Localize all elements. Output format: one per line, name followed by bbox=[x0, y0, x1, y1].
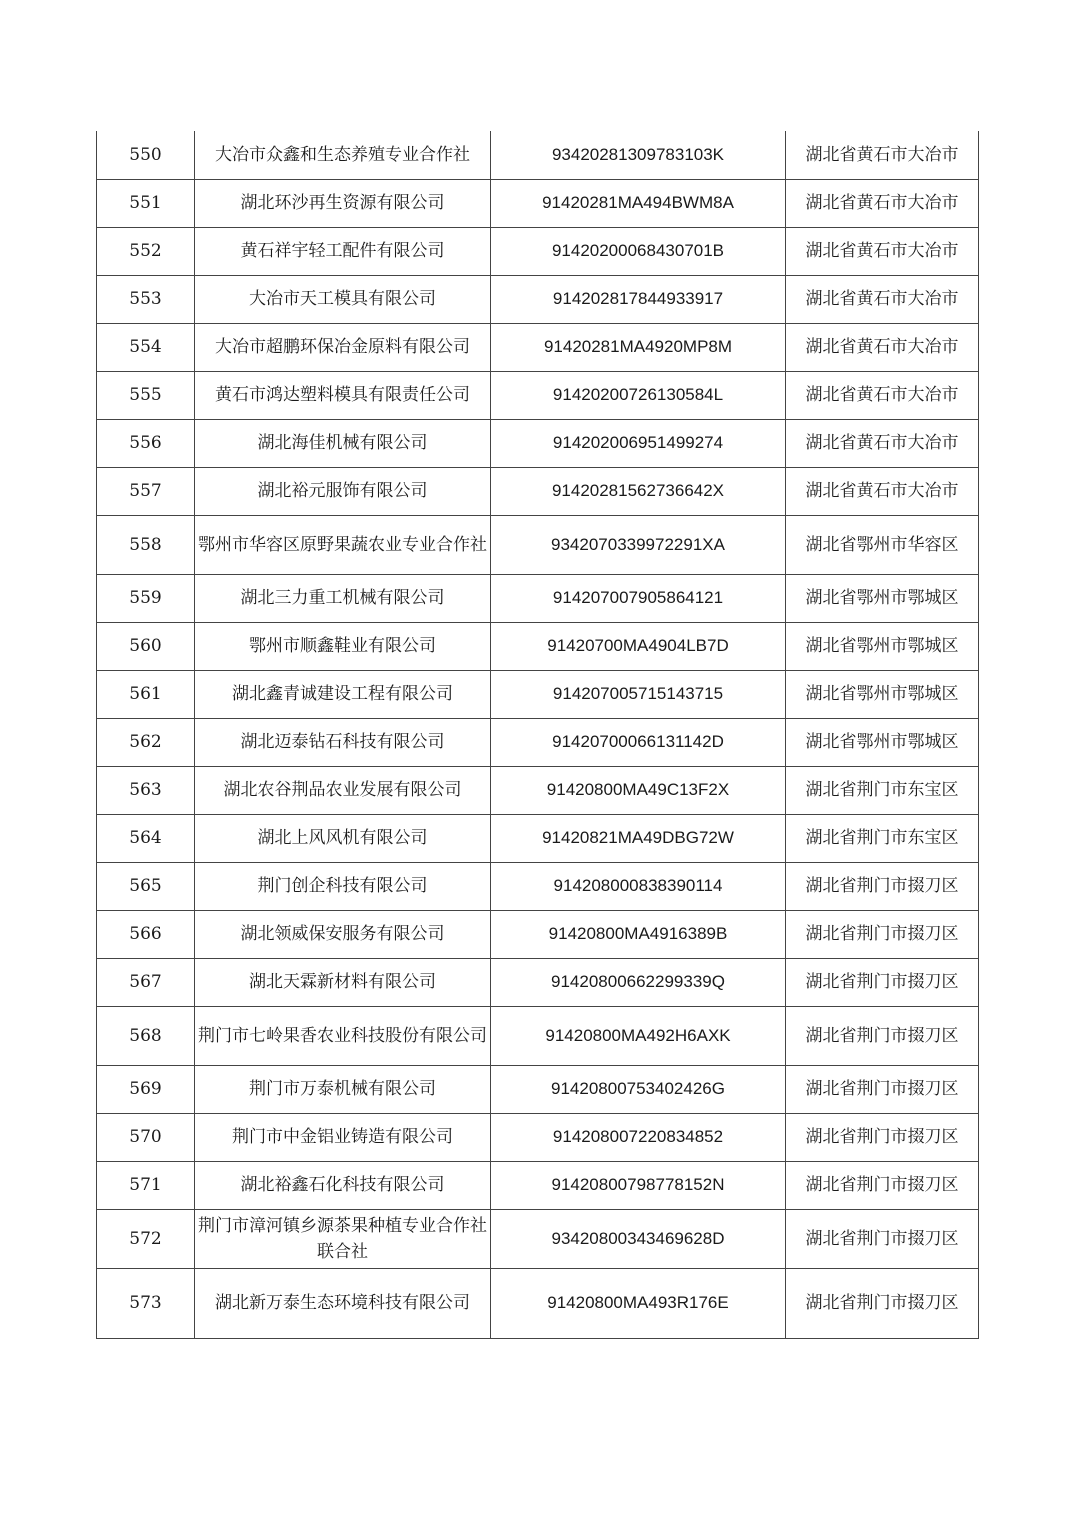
region-cell: 湖北省鄂州市鄂城区 bbox=[786, 718, 979, 766]
credit-code-cell: 91420281562736642X bbox=[491, 467, 786, 515]
row-number-cell: 561 bbox=[97, 670, 195, 718]
region-cell: 湖北省荆门市掇刀区 bbox=[786, 1161, 979, 1209]
row-number-cell: 568 bbox=[97, 1006, 195, 1065]
credit-code-cell: 914208007220834852 bbox=[491, 1113, 786, 1161]
region-cell: 湖北省荆门市掇刀区 bbox=[786, 1065, 979, 1113]
company-name-cell: 湖北海佳机械有限公司 bbox=[195, 419, 491, 467]
table-row bbox=[97, 1113, 979, 1161]
region-cell: 湖北省黄石市大冶市 bbox=[786, 371, 979, 419]
row-number-cell: 550 bbox=[97, 131, 195, 179]
credit-code-cell: 91420800MA49C13F2X bbox=[491, 766, 786, 814]
company-name-cell: 荆门市七岭果香农业科技股份有限公司 bbox=[195, 1006, 491, 1065]
table-row bbox=[97, 227, 979, 275]
row-number-cell: 563 bbox=[97, 766, 195, 814]
credit-code-cell: 91420800MA492H6AXK bbox=[491, 1006, 786, 1065]
credit-code-cell: 93420800343469628D bbox=[491, 1209, 786, 1268]
table-row bbox=[97, 958, 979, 1006]
credit-code-cell: 9342070339972291XA bbox=[491, 515, 786, 574]
company-registry-table bbox=[96, 131, 979, 1339]
row-number-cell: 562 bbox=[97, 718, 195, 766]
company-name-cell: 大冶市天工模具有限公司 bbox=[195, 275, 491, 323]
row-number-cell: 559 bbox=[97, 574, 195, 622]
company-name-cell: 荆门创企科技有限公司 bbox=[195, 862, 491, 910]
region-cell: 湖北省荆门市掇刀区 bbox=[786, 1113, 979, 1161]
table-row bbox=[97, 1006, 979, 1065]
credit-code-cell: 91420281MA4920MP8M bbox=[491, 323, 786, 371]
table-row bbox=[97, 574, 979, 622]
credit-code-cell: 91420800753402426G bbox=[491, 1065, 786, 1113]
region-cell: 湖北省黄石市大冶市 bbox=[786, 131, 979, 179]
credit-code-cell: 914202006951499274 bbox=[491, 419, 786, 467]
row-number-cell: 554 bbox=[97, 323, 195, 371]
region-cell: 湖北省荆门市东宝区 bbox=[786, 814, 979, 862]
company-name-cell: 荆门市漳河镇乡源茶果种植专业合作社联合社 bbox=[195, 1209, 491, 1268]
table-row bbox=[97, 1065, 979, 1113]
company-name-cell: 湖北鑫青诚建设工程有限公司 bbox=[195, 670, 491, 718]
row-number-cell: 564 bbox=[97, 814, 195, 862]
row-number-cell: 557 bbox=[97, 467, 195, 515]
company-name-cell: 湖北上风风机有限公司 bbox=[195, 814, 491, 862]
table-row bbox=[97, 323, 979, 371]
region-cell: 湖北省荆门市掇刀区 bbox=[786, 1006, 979, 1065]
region-cell: 湖北省黄石市大冶市 bbox=[786, 419, 979, 467]
region-cell: 湖北省荆门市东宝区 bbox=[786, 766, 979, 814]
credit-code-cell: 91420200726130584L bbox=[491, 371, 786, 419]
row-number-cell: 555 bbox=[97, 371, 195, 419]
region-cell: 湖北省鄂州市华容区 bbox=[786, 515, 979, 574]
row-number-cell: 556 bbox=[97, 419, 195, 467]
company-name-cell: 湖北领威保安服务有限公司 bbox=[195, 910, 491, 958]
credit-code-cell: 91420281MA494BWM8A bbox=[491, 179, 786, 227]
table-row bbox=[97, 1268, 979, 1338]
region-cell: 湖北省黄石市大冶市 bbox=[786, 323, 979, 371]
table-row bbox=[97, 622, 979, 670]
row-number-cell: 560 bbox=[97, 622, 195, 670]
region-cell: 湖北省黄石市大冶市 bbox=[786, 227, 979, 275]
credit-code-cell: 91420800662299339Q bbox=[491, 958, 786, 1006]
row-number-cell: 572 bbox=[97, 1209, 195, 1268]
region-cell: 湖北省鄂州市鄂城区 bbox=[786, 622, 979, 670]
credit-code-cell: 93420281309783103K bbox=[491, 131, 786, 179]
table-row bbox=[97, 766, 979, 814]
row-number-cell: 553 bbox=[97, 275, 195, 323]
table-row bbox=[97, 467, 979, 515]
region-cell: 湖北省黄石市大冶市 bbox=[786, 275, 979, 323]
table-row bbox=[97, 910, 979, 958]
row-number-cell: 571 bbox=[97, 1161, 195, 1209]
company-name-cell: 黄石市鸿达塑料模具有限责任公司 bbox=[195, 371, 491, 419]
row-number-cell: 551 bbox=[97, 179, 195, 227]
region-cell: 湖北省荆门市掇刀区 bbox=[786, 1209, 979, 1268]
company-name-cell: 荆门市万泰机械有限公司 bbox=[195, 1065, 491, 1113]
company-name-cell: 湖北环沙再生资源有限公司 bbox=[195, 179, 491, 227]
row-number-cell: 569 bbox=[97, 1065, 195, 1113]
company-name-cell: 黄石祥宇轻工配件有限公司 bbox=[195, 227, 491, 275]
region-cell: 湖北省荆门市掇刀区 bbox=[786, 910, 979, 958]
credit-code-cell: 91420800MA4916389B bbox=[491, 910, 786, 958]
company-name-cell: 湖北新万泰生态环境科技有限公司 bbox=[195, 1268, 491, 1338]
company-name-cell: 鄂州市顺鑫鞋业有限公司 bbox=[195, 622, 491, 670]
company-name-cell: 荆门市中金铝业铸造有限公司 bbox=[195, 1113, 491, 1161]
row-number-cell: 552 bbox=[97, 227, 195, 275]
table-row bbox=[97, 814, 979, 862]
company-name-cell: 大冶市众鑫和生态养殖专业合作社 bbox=[195, 131, 491, 179]
company-name-cell: 大冶市超鹏环保冶金原料有限公司 bbox=[195, 323, 491, 371]
credit-code-cell: 91420200068430701B bbox=[491, 227, 786, 275]
table-row bbox=[97, 862, 979, 910]
table-row bbox=[97, 179, 979, 227]
table-row bbox=[97, 670, 979, 718]
row-number-cell: 566 bbox=[97, 910, 195, 958]
region-cell: 湖北省荆门市掇刀区 bbox=[786, 958, 979, 1006]
credit-code-cell: 914208000838390114 bbox=[491, 862, 786, 910]
company-name-cell: 湖北天霖新材料有限公司 bbox=[195, 958, 491, 1006]
credit-code-cell: 91420821MA49DBG72W bbox=[491, 814, 786, 862]
credit-code-cell: 91420700MA4904LB7D bbox=[491, 622, 786, 670]
region-cell: 湖北省黄石市大冶市 bbox=[786, 467, 979, 515]
table-row bbox=[97, 131, 979, 179]
credit-code-cell: 914207007905864121 bbox=[491, 574, 786, 622]
table-row bbox=[97, 1161, 979, 1209]
table-row bbox=[97, 371, 979, 419]
region-cell: 湖北省鄂州市鄂城区 bbox=[786, 670, 979, 718]
company-name-cell: 鄂州市华容区原野果蔬农业专业合作社 bbox=[195, 515, 491, 574]
region-cell: 湖北省黄石市大冶市 bbox=[786, 179, 979, 227]
row-number-cell: 558 bbox=[97, 515, 195, 574]
credit-code-cell: 914207005715143715 bbox=[491, 670, 786, 718]
table-row bbox=[97, 718, 979, 766]
company-name-cell: 湖北三力重工机械有限公司 bbox=[195, 574, 491, 622]
company-name-cell: 湖北裕鑫石化科技有限公司 bbox=[195, 1161, 491, 1209]
row-number-cell: 573 bbox=[97, 1268, 195, 1338]
company-name-cell: 湖北迈泰钻石科技有限公司 bbox=[195, 718, 491, 766]
table-body bbox=[97, 131, 979, 1338]
company-name-cell: 湖北裕元服饰有限公司 bbox=[195, 467, 491, 515]
table-row bbox=[97, 419, 979, 467]
company-name-cell: 湖北农谷荆品农业发展有限公司 bbox=[195, 766, 491, 814]
row-number-cell: 567 bbox=[97, 958, 195, 1006]
region-cell: 湖北省荆门市掇刀区 bbox=[786, 1268, 979, 1338]
row-number-cell: 570 bbox=[97, 1113, 195, 1161]
credit-code-cell: 91420700066131142D bbox=[491, 718, 786, 766]
credit-code-cell: 91420800798778152N bbox=[491, 1161, 786, 1209]
region-cell: 湖北省鄂州市鄂城区 bbox=[786, 574, 979, 622]
table-row bbox=[97, 515, 979, 574]
row-number-cell: 565 bbox=[97, 862, 195, 910]
credit-code-cell: 914202817844933917 bbox=[491, 275, 786, 323]
table-row bbox=[97, 1209, 979, 1268]
table-row bbox=[97, 275, 979, 323]
region-cell: 湖北省荆门市掇刀区 bbox=[786, 862, 979, 910]
credit-code-cell: 91420800MA493R176E bbox=[491, 1268, 786, 1338]
